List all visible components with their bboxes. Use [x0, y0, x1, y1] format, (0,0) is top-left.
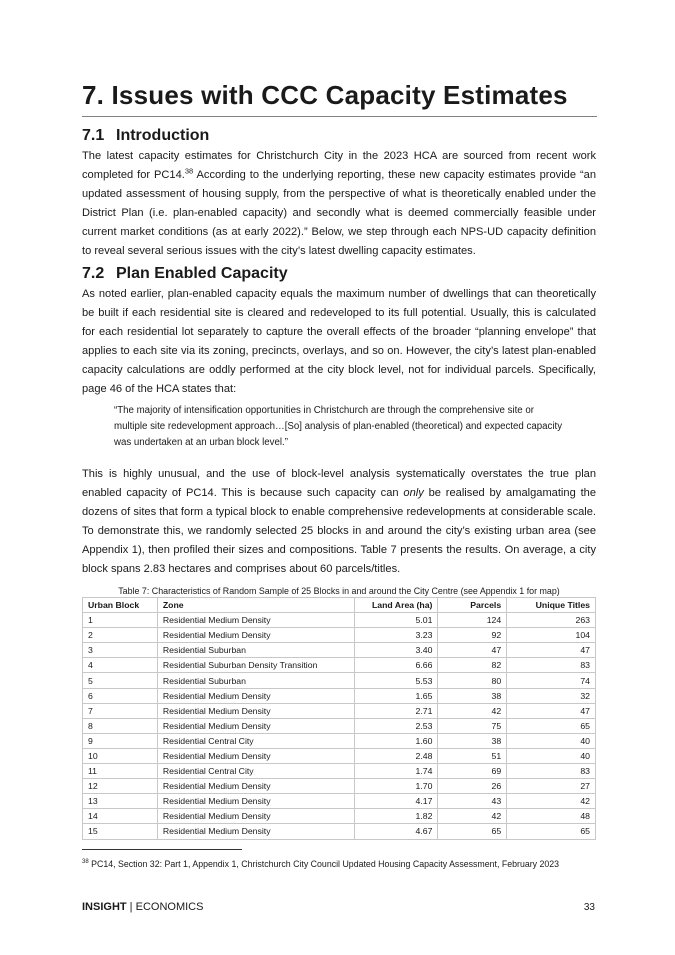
section-number: 7.2 — [82, 265, 105, 282]
cell-zone: Residential Central City — [157, 733, 354, 748]
cell-land-area: 1.74 — [354, 764, 438, 779]
cell-unique-titles: 42 — [507, 794, 596, 809]
cell-urban-block: 2 — [83, 628, 158, 643]
hca-quote: “The majority of intensification opportunities in Christchurch are through the comprehensive site or multiple site redevelopment approach…[So] analysis of plan-enabled (theoretical) and expected capacity was undertaken at an urban block level.” — [114, 405, 563, 449]
cell-zone: Residential Medium Density — [157, 688, 354, 703]
table-row — [83, 794, 596, 809]
table-row — [83, 748, 596, 763]
cell-zone: Residential Suburban — [157, 673, 354, 688]
cell-urban-block: 13 — [83, 794, 158, 809]
cell-parcels: 42 — [438, 703, 507, 718]
cell-parcels: 80 — [438, 673, 507, 688]
col-header-land-area: Land Area (ha) — [354, 598, 438, 613]
cell-zone: Residential Suburban Density Transition — [157, 658, 354, 673]
cell-zone: Residential Suburban — [157, 643, 354, 658]
table-header-row — [83, 598, 596, 613]
cell-urban-block: 8 — [83, 718, 158, 733]
section-heading-introduction — [82, 127, 209, 145]
cell-land-area: 3.40 — [354, 643, 438, 658]
cell-unique-titles: 40 — [507, 733, 596, 748]
col-header-urban-block: Urban Block — [83, 598, 158, 613]
page-number: 33 — [583, 902, 595, 913]
cell-unique-titles: 65 — [507, 718, 596, 733]
cell-zone: Residential Medium Density — [157, 809, 354, 824]
cell-land-area: 4.67 — [354, 824, 438, 839]
footnote-text: PC14, Section 32: Part 1, Appendix 1, Christchurch City Council Updated Housing Capacity Assessment, February 2023 — [88, 859, 560, 869]
cell-land-area: 4.17 — [354, 794, 438, 809]
cell-urban-block: 3 — [83, 643, 158, 658]
cell-parcels: 38 — [438, 688, 507, 703]
cell-land-area: 1.70 — [354, 779, 438, 794]
blocks-table — [82, 597, 596, 840]
footnote-ref[interactable]: 38 — [184, 166, 194, 176]
cell-land-area: 2.48 — [354, 748, 438, 763]
col-header-parcels: Parcels — [438, 598, 507, 613]
cell-unique-titles: 47 — [507, 703, 596, 718]
table-row — [83, 673, 596, 688]
cell-zone: Residential Medium Density — [157, 824, 354, 839]
cell-urban-block: 10 — [83, 748, 158, 763]
cell-unique-titles: 27 — [507, 779, 596, 794]
cell-unique-titles: 104 — [507, 628, 596, 643]
brand-separator: | — [126, 901, 136, 913]
cell-unique-titles: 74 — [507, 673, 596, 688]
cell-zone: Residential Medium Density — [157, 718, 354, 733]
cell-parcels: 75 — [438, 718, 507, 733]
cell-urban-block: 7 — [83, 703, 158, 718]
cell-urban-block: 5 — [83, 673, 158, 688]
table-row — [83, 733, 596, 748]
brand-economics: ECONOMICS — [135, 901, 204, 913]
cell-parcels: 65 — [438, 824, 507, 839]
section-title-text: Introduction — [116, 127, 210, 144]
cell-unique-titles: 83 — [507, 764, 596, 779]
cell-land-area: 2.71 — [354, 703, 438, 718]
brand-insight: INSIGHT — [82, 901, 127, 913]
cell-unique-titles: 47 — [507, 643, 596, 658]
cell-parcels: 69 — [438, 764, 507, 779]
section-heading-plan-enabled — [82, 265, 288, 283]
table-row — [83, 809, 596, 824]
table-row — [83, 628, 596, 643]
cell-unique-titles: 32 — [507, 688, 596, 703]
table-row — [83, 703, 596, 718]
cell-land-area: 2.53 — [354, 718, 438, 733]
table-row — [83, 643, 596, 658]
cell-land-area: 1.60 — [354, 733, 438, 748]
table-row — [83, 824, 596, 839]
cell-urban-block: 1 — [83, 613, 158, 628]
table-row — [83, 613, 596, 628]
table-row — [83, 779, 596, 794]
table-row — [83, 718, 596, 733]
footnote-divider — [82, 849, 242, 850]
emphasis-only: only — [403, 486, 424, 499]
intro-text-start: The latest capacity estimates for Christchurch City in the 2023 HCA are sourced from recent work completed for PC14. — [82, 150, 596, 181]
col-header-zone: Zone — [157, 598, 354, 613]
cell-urban-block: 6 — [83, 688, 158, 703]
cell-parcels: 92 — [438, 628, 507, 643]
cell-land-area: 6.66 — [354, 658, 438, 673]
analysis-text-rest: be realised by amalgamating the dozens of sites that form a typical block to enable comprehensive redevelopments at considerable scale. To demonstrate this, we randomly selected 25 blocks in and around the city’s existing urban area (see Appendix 1), then profiled their sizes and compositions. Table 7 presents the results. On average, a city block spans 2.83 hectares and comprises about 60 parcels/titles. — [82, 486, 596, 575]
cell-urban-block: 15 — [83, 824, 158, 839]
chapter-title: 7. Issues with CCC Capacity Estimates — [82, 80, 597, 117]
cell-land-area: 3.23 — [354, 628, 438, 643]
cell-unique-titles: 40 — [507, 748, 596, 763]
plan-enabled-paragraph: As noted earlier, plan-enabled capacity equals the maximum number of dwellings that can theoretically be built if each residential site is cleared and redeveloped to its full potential. Usually, this is calculated for each residential lot separately to capture the overall effects of the broader “planning envelope” that applies to each site via its zoning, precincts, overlays, and so on. However, the city’s latest plan-enabled capacity calculations are oddly performed at the city block level, not for individual parcels. Specifically, page 46 of the HCA states that: — [82, 288, 596, 395]
cell-urban-block: 14 — [83, 809, 158, 824]
block-analysis-paragraph — [82, 465, 596, 578]
cell-parcels: 43 — [438, 794, 507, 809]
footnote-number: 38 — [82, 859, 89, 866]
cell-land-area: 1.82 — [354, 809, 438, 824]
table-row — [83, 764, 596, 779]
cell-parcels: 82 — [438, 658, 507, 673]
cell-urban-block: 12 — [83, 779, 158, 794]
cell-zone: Residential Medium Density — [157, 628, 354, 643]
footer-brand — [82, 901, 203, 913]
cell-zone: Residential Medium Density — [157, 794, 354, 809]
cell-zone: Residential Medium Density — [157, 703, 354, 718]
intro-paragraph — [82, 147, 596, 260]
analysis-text-start: This is highly unusual, and the use of block-level analysis systematically overstates the true plan enabled capacity of PC14. This is because such capacity can — [82, 468, 596, 499]
cell-parcels: 38 — [438, 733, 507, 748]
table-caption: Table 7: Characteristics of Random Sample of 25 Blocks in and around the City Centre (see Appendix 1 for map) — [118, 586, 560, 596]
cell-land-area: 1.65 — [354, 688, 438, 703]
section-title-text: Plan Enabled Capacity — [116, 265, 288, 282]
cell-land-area: 5.01 — [354, 613, 438, 628]
cell-unique-titles: 83 — [507, 658, 596, 673]
intro-text-rest: According to the underlying reporting, these new capacity estimates provide “an updated assessment of housing supply, from the perspective of what is theoretically enabled under the District Plan (i.e. plan-enabled capacity) and secondly what is deemed commercially feasible under current market conditions (as at early 2022).” Below, we step through each NPS-UD capacity definition to reveal several serious issues with the city’s latest dwelling capacity estimates. — [82, 168, 596, 257]
table-row — [83, 658, 596, 673]
cell-zone: Residential Central City — [157, 764, 354, 779]
table-row — [83, 688, 596, 703]
cell-parcels: 124 — [438, 613, 507, 628]
cell-parcels: 47 — [438, 643, 507, 658]
cell-parcels: 51 — [438, 748, 507, 763]
cell-land-area: 5.53 — [354, 673, 438, 688]
cell-zone: Residential Medium Density — [157, 748, 354, 763]
col-header-unique-titles: Unique Titles — [507, 598, 596, 613]
section-number: 7.1 — [82, 127, 105, 144]
cell-unique-titles: 263 — [507, 613, 596, 628]
footnote — [82, 859, 559, 869]
cell-urban-block: 4 — [83, 658, 158, 673]
cell-urban-block: 11 — [83, 764, 158, 779]
cell-parcels: 42 — [438, 809, 507, 824]
cell-urban-block: 9 — [83, 733, 158, 748]
cell-parcels: 26 — [438, 779, 507, 794]
cell-zone: Residential Medium Density — [157, 613, 354, 628]
cell-unique-titles: 65 — [507, 824, 596, 839]
cell-zone: Residential Medium Density — [157, 779, 354, 794]
cell-unique-titles: 48 — [507, 809, 596, 824]
